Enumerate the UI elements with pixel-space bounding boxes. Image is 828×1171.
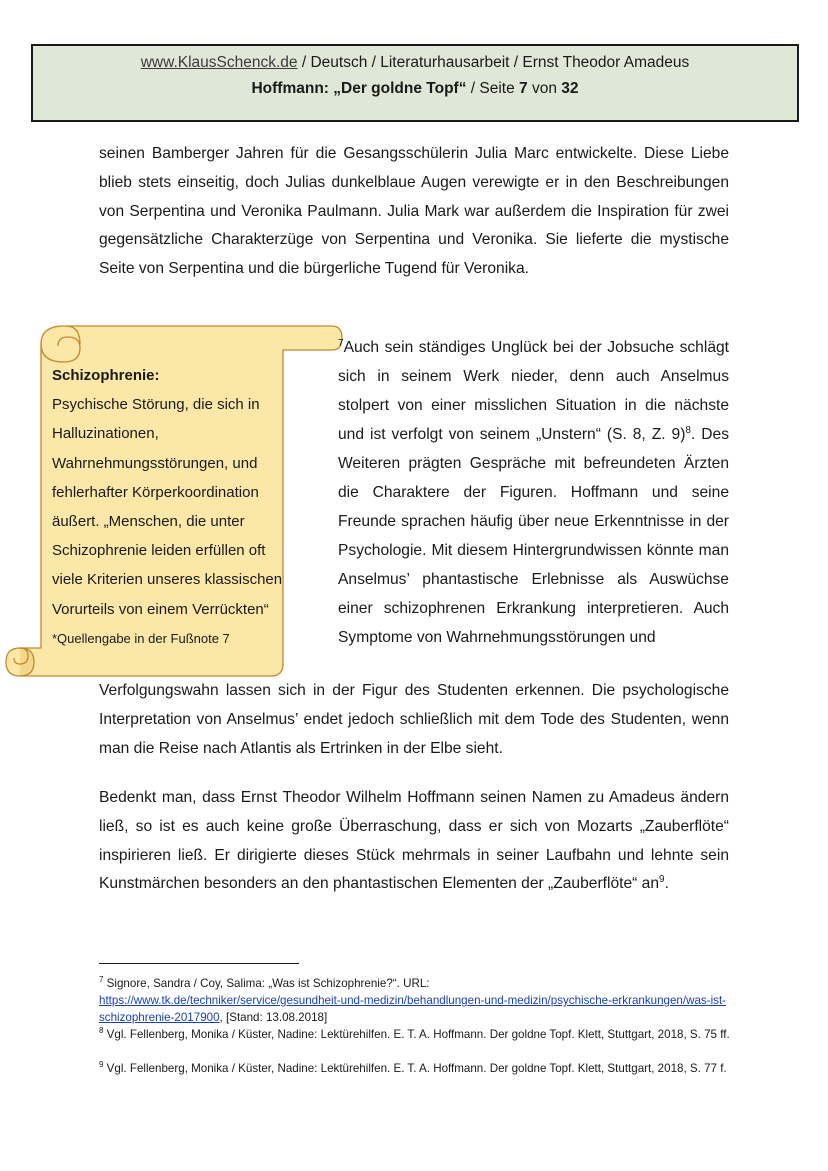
definition-body: Psychische Störung, die sich in Halluzinationen, Wahrnehmungsstörungen, und fehlerhafter Körperkoordination äußert. „Menschen, die unter Schizophrenie leiden erfüllen oft viele Kriterien unseres klassischen Vorurteils von einem Verrückten“ (52, 396, 283, 618)
footnote-9 (99, 1060, 739, 1077)
footnote-7-number: 7 (99, 975, 104, 985)
page-total: 32 (561, 80, 579, 97)
footnote-8-text: Vgl. Fellenberg, Monika / Küster, Nadine: Lektürehilfen. E. T. A. Hoffmann. Der goldne Topf. Klett, Stuttgart, 2018, S. 75 ff. (103, 1028, 730, 1041)
footnote-7-text: Signore, Sandra / Coy, Salima: „Was ist Schizophrenie?“. URL: (103, 977, 430, 990)
paragraph-2-column (338, 333, 729, 652)
paragraph-2-continued: Verfolgungswahn lassen sich in der Figur des Studenten erkennen. Die psychologische Interpretation von Anselmus’ endet jedoch schließlich mit dem Tode des Studenten, wenn man die Reise nach Atlantis als Ertrinken in der Elbe sieht. (99, 682, 729, 757)
footnote-ref-7: 7 (338, 337, 344, 349)
header-page-label: / Seite (466, 80, 520, 97)
footnote-8-number: 8 (99, 1026, 104, 1036)
footnote-ref-9: 9 (659, 874, 665, 886)
paragraph-3-end: . (664, 875, 669, 893)
paragraph-1: seinen Bamberger Jahren für die Gesangsschülerin Julia Marc entwickelte. Diese Liebe blieb stets einseitig, doch Julias dunkelblaue Augen verewigte er in den Beschreibungen von Serpentina und Veronika Paulmann. Julia Mark war außerdem die Inspiration für zwei gegensätzliche Charakterzüge von Serpentina und Veronika. Sie lieferte die mystische Seite von Serpentina und die bürgerliche Tugend für Veronika. (99, 145, 729, 278)
header-path: / Deutsch / Literaturhausarbeit / Ernst Theodor Amadeus (297, 54, 690, 71)
footnote-7-link[interactable]: https://www.tk.de/techniker/service/gesundheit-und-medizin/behandlungen-und-medizin/psychische-erkrankungen/was-ist-schizophrenie-2017900 (99, 994, 727, 1024)
footnote-9-number: 9 (99, 1060, 104, 1070)
site-link[interactable]: www.KlausSchenck.de (140, 54, 298, 71)
page-of: von (527, 80, 562, 97)
paragraph-2-text-a: Auch sein ständiges Unglück bei der Jobsuche schlägt sich in seinem Werk nieder, denn auch Anselmus stolpert von einer misslichen Situation in die nächste und ist verfolgt von seinem „Unstern“ (S. 8, Z. 9) (338, 339, 729, 443)
paragraph-3-text: Bedenkt man, dass Ernst Theodor Wilhelm Hoffmann seinen Namen zu Amadeus ändern ließ, so ist es auch keine große Überraschung, dass er sich von Mozarts „Zauberflöte“ inspirieren ließ. Er dirigierte dieses Stück mehrmals in seiner Laufbahn und lehnte sein Kunstmärchen besonders an den phantastischen Elementen der „Zauberflöte“ an (99, 789, 729, 893)
footnote-7-stand: , [Stand: 13.08.2018] (219, 1011, 328, 1024)
page-current: 7 (519, 80, 528, 97)
footnote-divider (99, 963, 299, 964)
footnote-9-text: Vgl. Fellenberg, Monika / Küster, Nadine: Lektürehilfen. E. T. A. Hoffmann. Der goldne Topf. Klett, Stuttgart, 2018, S. 77 f. (103, 1062, 727, 1075)
header-title: Hoffmann: „Der goldne Topf“ (251, 80, 467, 97)
definition-box (52, 361, 288, 653)
footnote-8 (99, 1026, 739, 1043)
footnote-ref-8: 8 (685, 424, 691, 436)
paragraph-2-text-b: . Des Weiteren prägten Gespräche mit befreundeten Ärzten die Charaktere der Figuren. Hoffmann und seine Freunde sprachen häufig über neue Erkenntnisse in der Psychologie. Mit diesem Hintergrundwissen könnte man Anselmus’ phantastische Erlebnisse als Auswüchse einer schizophrenen Erkrankung interpretieren. Auch Symptome von Wahrnehmungsstörungen und (338, 426, 729, 646)
definition-title: Schizophrenie: (52, 367, 160, 384)
definition-source: *Quellengabe in der Fußnote 7 (52, 630, 230, 646)
footnote-7 (99, 975, 739, 1026)
paragraph-3 (99, 784, 729, 899)
